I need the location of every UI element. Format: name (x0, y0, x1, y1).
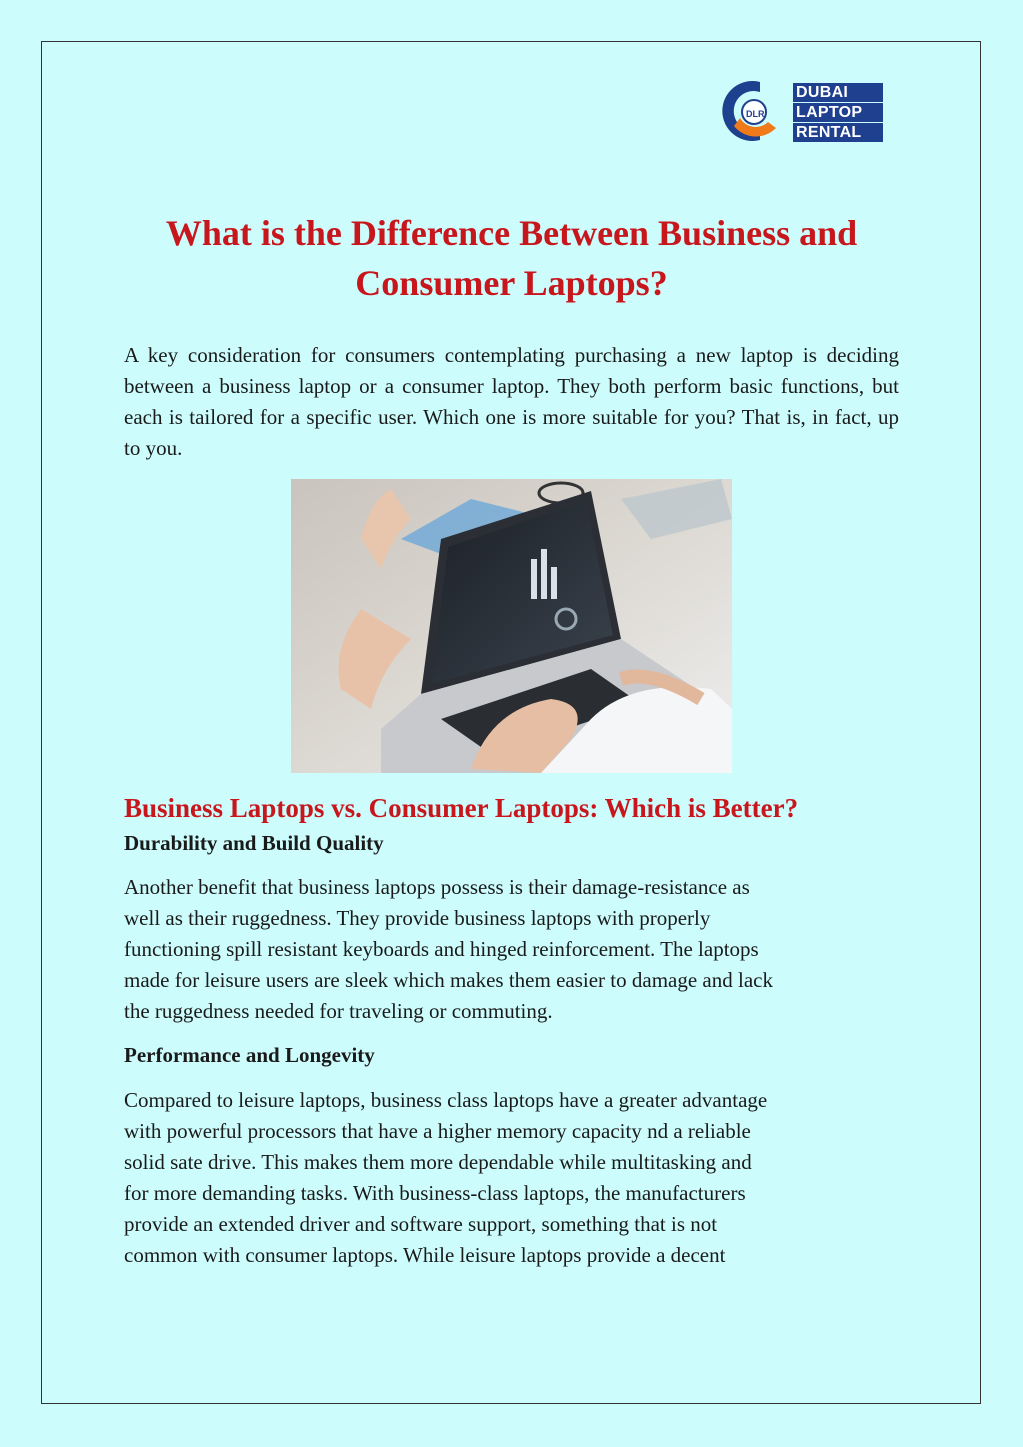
text-line: provide an extended driver and software support, something that is not (124, 1212, 718, 1236)
text-line: common with consumer laptops. While leisure laptops provide a decent (124, 1243, 726, 1267)
text-line: the ruggedness needed for traveling or commuting. (124, 999, 553, 1023)
durability-heading: Durability and Build Quality (124, 831, 384, 855)
text-line: Another benefit that business laptops possess is their damage-resistance as (124, 875, 750, 899)
durability-paragraph (124, 872, 899, 1027)
text-line: solid sate drive. This makes them more dependable while multitasking and (124, 1150, 752, 1174)
text-line: functioning spill resistant keyboards and hinged reinforcement. The laptops (124, 937, 759, 961)
intro-paragraph: A key consideration for consumers contemplating purchasing a new laptop is deciding between a business laptop or a consumer laptop. They both perform basic functions, but each is tailored for a specific user. Which one is more suitable for you? That is, in fact, up to you. (124, 343, 899, 460)
logo-line-2: LAPTOP (793, 103, 883, 122)
text-line: for more demanding tasks. With business-class laptops, the manufacturers (124, 1181, 746, 1205)
text-line: well as their ruggedness. They provide business laptops with properly (124, 906, 711, 930)
company-logo (720, 76, 885, 144)
laptop-illustration-icon (291, 479, 732, 773)
text-line: Compared to leisure laptops, business class laptops have a greater advantage (124, 1088, 768, 1112)
performance-heading: Performance and Longevity (124, 1043, 375, 1067)
document-title: What is the Difference Between Business and Consumer Laptops? (165, 213, 858, 303)
performance-paragraph (124, 1085, 899, 1271)
logo-line-3: RENTAL (793, 123, 883, 142)
logo-monogram: DLR (746, 109, 765, 119)
logo-line-1: DUBAI (793, 83, 883, 102)
section-heading: Business Laptops vs. Consumer Laptops: Which is Better? (124, 793, 799, 823)
text-line: made for leisure users are sleek which makes them easier to damage and lack (124, 968, 773, 992)
logo-wordmark (793, 83, 883, 143)
text-line: with powerful processors that have a higher memory capacity nd a reliable (124, 1119, 751, 1143)
laptop-photo (291, 479, 732, 773)
